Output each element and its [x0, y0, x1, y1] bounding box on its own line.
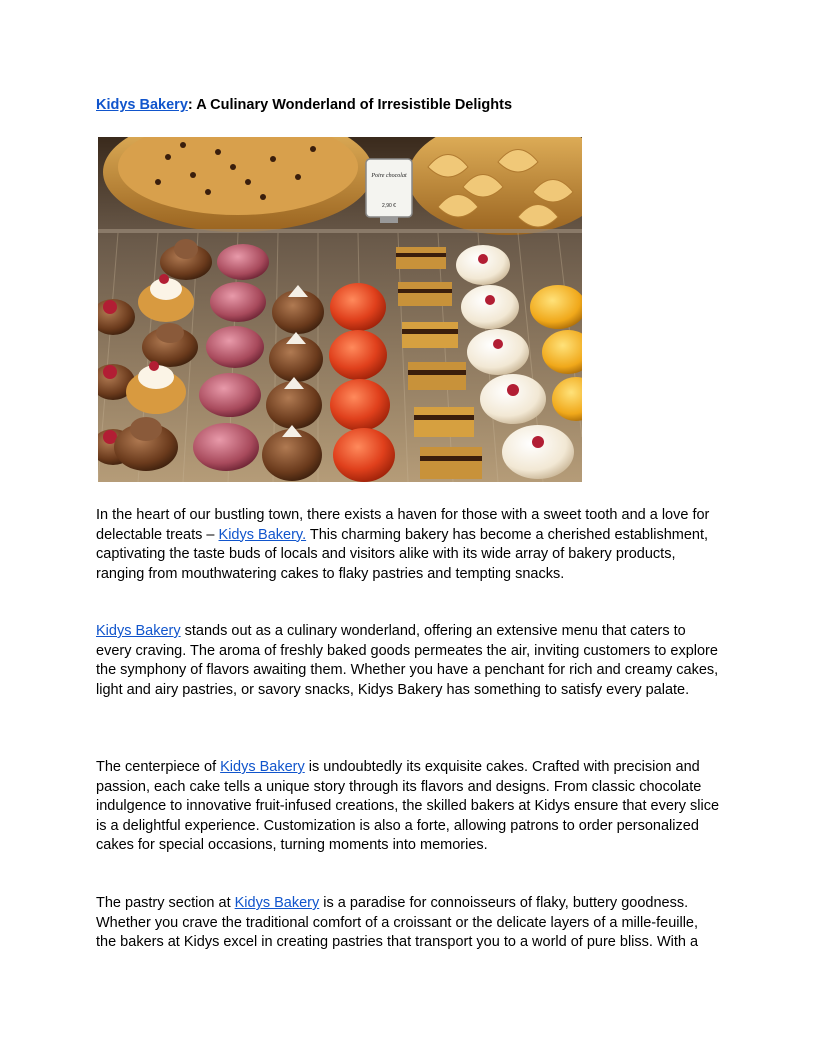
document-title [96, 95, 512, 115]
paragraph-menu [96, 622, 720, 700]
price-tag-price: 2,90 € [382, 203, 396, 209]
paragraph-text: is a paradise for connoisseurs of flaky, buttery goodness. Whether you crave the traditional comfort of a croissant or the delicate layers of a mille-feuille, the bakers at Kidys excel in creating pastries that transport you to a world of pure bliss. With a [96, 895, 699, 950]
price-tag-name: Poire chocolat [371, 173, 407, 179]
paragraph-pastry [96, 894, 720, 953]
paragraph-intro [96, 506, 720, 584]
paragraph-text: In the heart of our bustling town, there exists a haven for those with a sweet tooth and a love for delectable treats – [96, 507, 710, 543]
paragraph-text: This charming bakery has become a cherished establishment, captivating the taste buds of locals and visitors alike with its wide array of bakery products, ranging from mouthwatering cakes to flaky pastries and tempting snacks. [96, 526, 709, 582]
kidys-bakery-link[interactable]: Kidys Bakery [234, 895, 320, 911]
kidys-bakery-link[interactable]: Kidys Bakery [220, 759, 305, 775]
kidys-bakery-link[interactable]: Kidys Bakery [96, 623, 181, 639]
paragraph-text: The pastry section at [96, 895, 235, 911]
paragraph-cakes [96, 758, 720, 856]
kidys-bakery-link[interactable]: Kidys Bakery. [218, 526, 307, 543]
title-rest-text: : A Culinary Wonderland of Irresistible Delights [187, 97, 513, 113]
paragraph-text: is undoubtedly its exquisite cakes. Crafted with precision and passion, each cake tells a unique story through its flavors and designs. From classic chocolate indulgence to innovative fruit-infused creations, the skilled bakers at Kidys ensure that every slice is a delightful experience. Customization is also a forte, allowing patrons to order personalized cakes for special occasions, turning moments into memories. [96, 759, 720, 853]
title-link-kidys-bakery[interactable]: Kidys Bakery [96, 97, 188, 113]
bakery-display-photo [98, 137, 582, 482]
paragraph-text: The centerpiece of [96, 759, 221, 775]
price-tag [366, 159, 412, 223]
paragraph-text: stands out as a culinary wonderland, offering an extensive menu that caters to every craving. The aroma of freshly baked goods permeates the air, inviting customers to explore the symphony of flavors awaiting them. Whether you have a penchant for rich and creamy cakes, light and airy pastries, or savory snacks, Kidys Bakery has something to satisfy every palate. [96, 623, 719, 698]
